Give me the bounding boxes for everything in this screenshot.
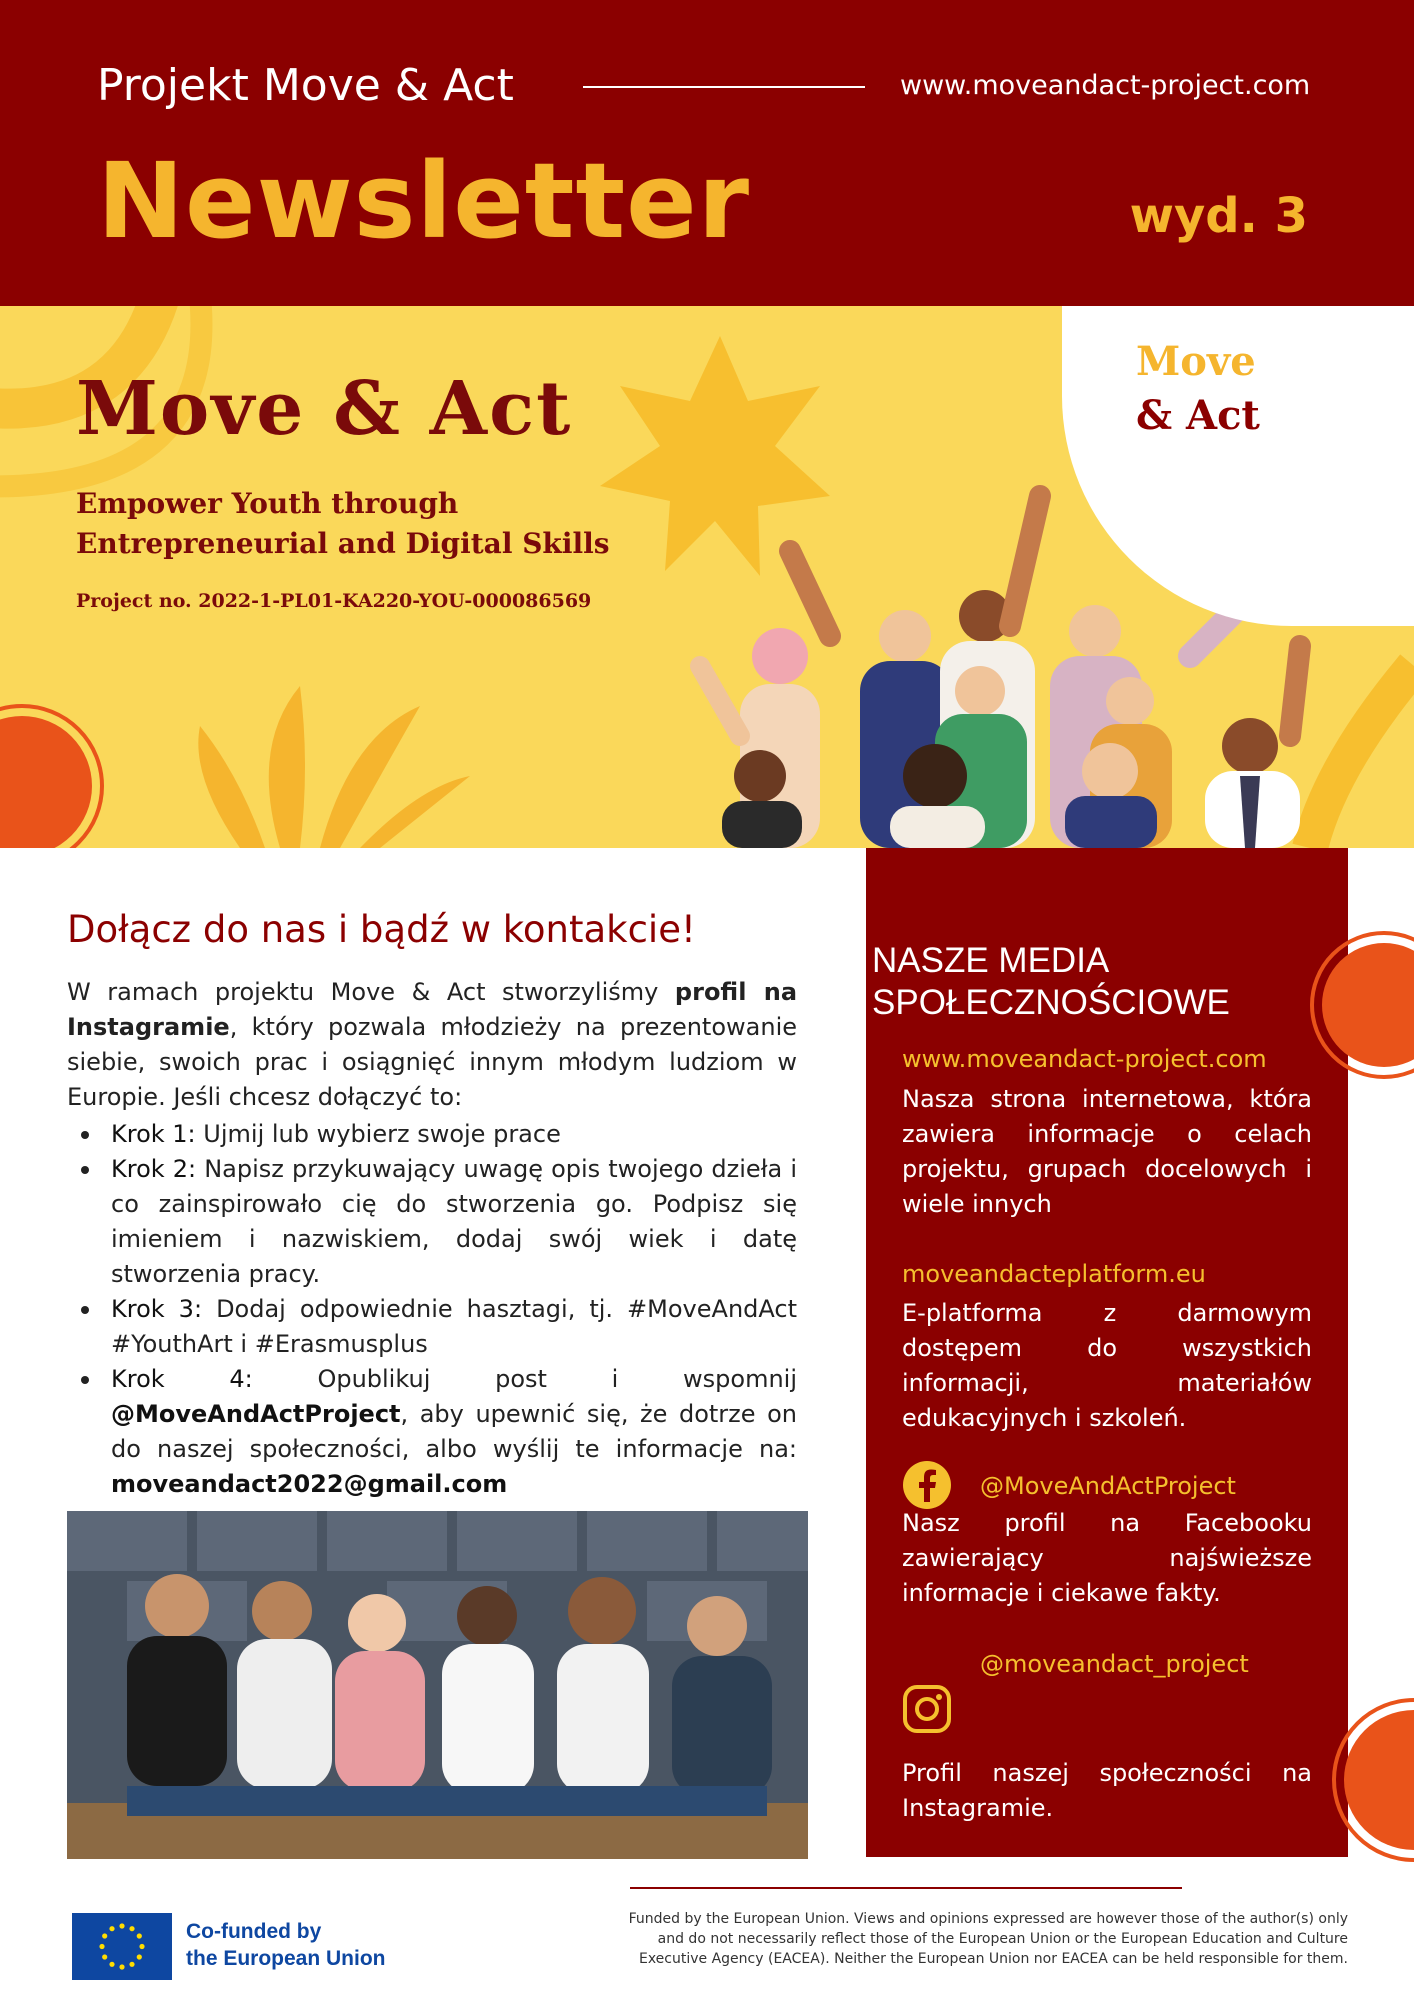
intro-text-1: W ramach projektu Move & Act stworzyliśmy	[67, 978, 675, 1006]
panel-title-line1: NASZE MEDIA	[872, 941, 1110, 980]
steps-list	[67, 1117, 797, 1502]
cofunded-line1: Co-funded by	[186, 1920, 322, 1943]
header-divider	[583, 86, 865, 88]
step-text-continued: , aby upewnić się, że dotrze on do naszej społeczności, albo wyślij te informacje na:	[111, 1400, 797, 1463]
platform-link[interactable]: moveandacteplatform.eu	[902, 1260, 1206, 1288]
step-text: Ujmij lub wybierz swoje prace	[195, 1120, 561, 1148]
facebook-description: Nasz profil na Facebooku zawierający najświeższe informacje i ciekawe fakty.	[902, 1509, 1312, 1607]
step-label: Krok 3:	[111, 1295, 203, 1323]
banner-title: Move & Act	[76, 366, 573, 452]
project-mention: @MoveAndActProject	[111, 1400, 401, 1428]
intro-text-2: , który pozwala młodzieży na prezentowanie siebie, swoich prac i osiągnięć innym młodym ludziom w Europie. Jeśli chcesz dołączyć to:	[67, 1013, 797, 1111]
funding-disclaimer	[498, 1909, 1348, 1969]
intro-instagram-emphasis: profil na Instagramie	[67, 978, 798, 1041]
facebook-handle-link[interactable]: @MoveAndActProject	[980, 1472, 1236, 1500]
footer-divider	[630, 1887, 1182, 1889]
step-text: Napisz przykuwający uwagę opis twojego dzieła i co zainspirowało cię do stworzenia go. Podpisz się imieniem i nazwiskiem, dodaj swój wiek i datę stworzenia pracy.	[111, 1155, 797, 1288]
contact-email-link[interactable]: moveandact2022@gmail.com	[111, 1470, 508, 1498]
list-item	[67, 1152, 797, 1292]
banner-subtitle-line2: Entrepreneurial and Digital Skills	[76, 527, 610, 560]
banner-subtitle	[76, 484, 610, 564]
hero-banner	[0, 306, 1414, 848]
header	[0, 0, 1414, 306]
header-website-link[interactable]: www.moveandact-project.com	[900, 70, 1311, 101]
logo-act-text: & Act	[1136, 392, 1260, 439]
decorative-circle	[1300, 920, 1414, 1090]
instagram-description: Profil naszej społeczności na Instagramie.	[902, 1759, 1312, 1822]
project-label: Projekt Move & Act	[97, 60, 514, 111]
youth-group-photo	[67, 1511, 808, 1859]
website-link[interactable]: www.moveandact-project.com	[902, 1045, 1267, 1073]
instagram-handle-link[interactable]: @moveandact_project	[980, 1650, 1249, 1678]
instagram-icon[interactable]	[902, 1684, 952, 1734]
disclaimer-line3: Executive Agency (EACEA). Neither the European Union nor EACEA can be held responsible for them.	[638, 1951, 1348, 1967]
banner-subtitle-line1: Empower Youth through	[76, 487, 459, 520]
step-text: Opublikuj post i wspomnij	[252, 1365, 797, 1393]
eu-flag-icon	[72, 1913, 172, 1980]
step-text: Dodaj odpowiednie hasztagi, tj. #MoveAndAct #YouthArt i #Erasmusplus	[111, 1295, 797, 1358]
disclaimer-line1: Funded by the European Union. Views and opinions expressed are however those of the author(s) only	[628, 1911, 1348, 1927]
step-label: Krok 4:	[111, 1365, 253, 1393]
step-label: Krok 1:	[111, 1120, 196, 1148]
disclaimer-line2: and do not necessarily reflect those of the European Union or the European Education and Culture	[657, 1931, 1348, 1947]
step-label: Krok 2:	[111, 1155, 197, 1183]
social-media-panel	[866, 848, 1348, 1857]
facebook-icon[interactable]	[902, 1460, 952, 1510]
list-item	[67, 1362, 797, 1502]
list-item	[67, 1117, 797, 1152]
issue-number: wyd. 3	[1129, 188, 1308, 244]
list-item	[67, 1292, 797, 1362]
panel-title	[872, 940, 1230, 1024]
cofunded-line2: the European Union	[186, 1947, 386, 1970]
website-description: Nasza strona internetowa, która zawiera informacje o celach projektu, grupach docelowych i wiele innych	[902, 1085, 1312, 1218]
project-number: Project no. 2022-1-PL01-KA220-YOU-000086569	[76, 590, 592, 612]
platform-description: E-platforma z darmowym dostępem do wszystkich informacji, materiałów edukacyjnych i szkoleń.	[902, 1299, 1312, 1432]
intro-paragraph	[67, 975, 797, 1115]
logo-move-text: Move	[1136, 338, 1256, 385]
newsletter-title: Newsletter	[97, 140, 750, 262]
decorative-circle	[1330, 1690, 1414, 1870]
panel-title-line2: SPOŁECZNOŚCIOWE	[872, 983, 1230, 1022]
cofunded-label	[186, 1918, 386, 1972]
intro-heading: Dołącz do nas i bądź w kontakcie!	[67, 908, 696, 951]
